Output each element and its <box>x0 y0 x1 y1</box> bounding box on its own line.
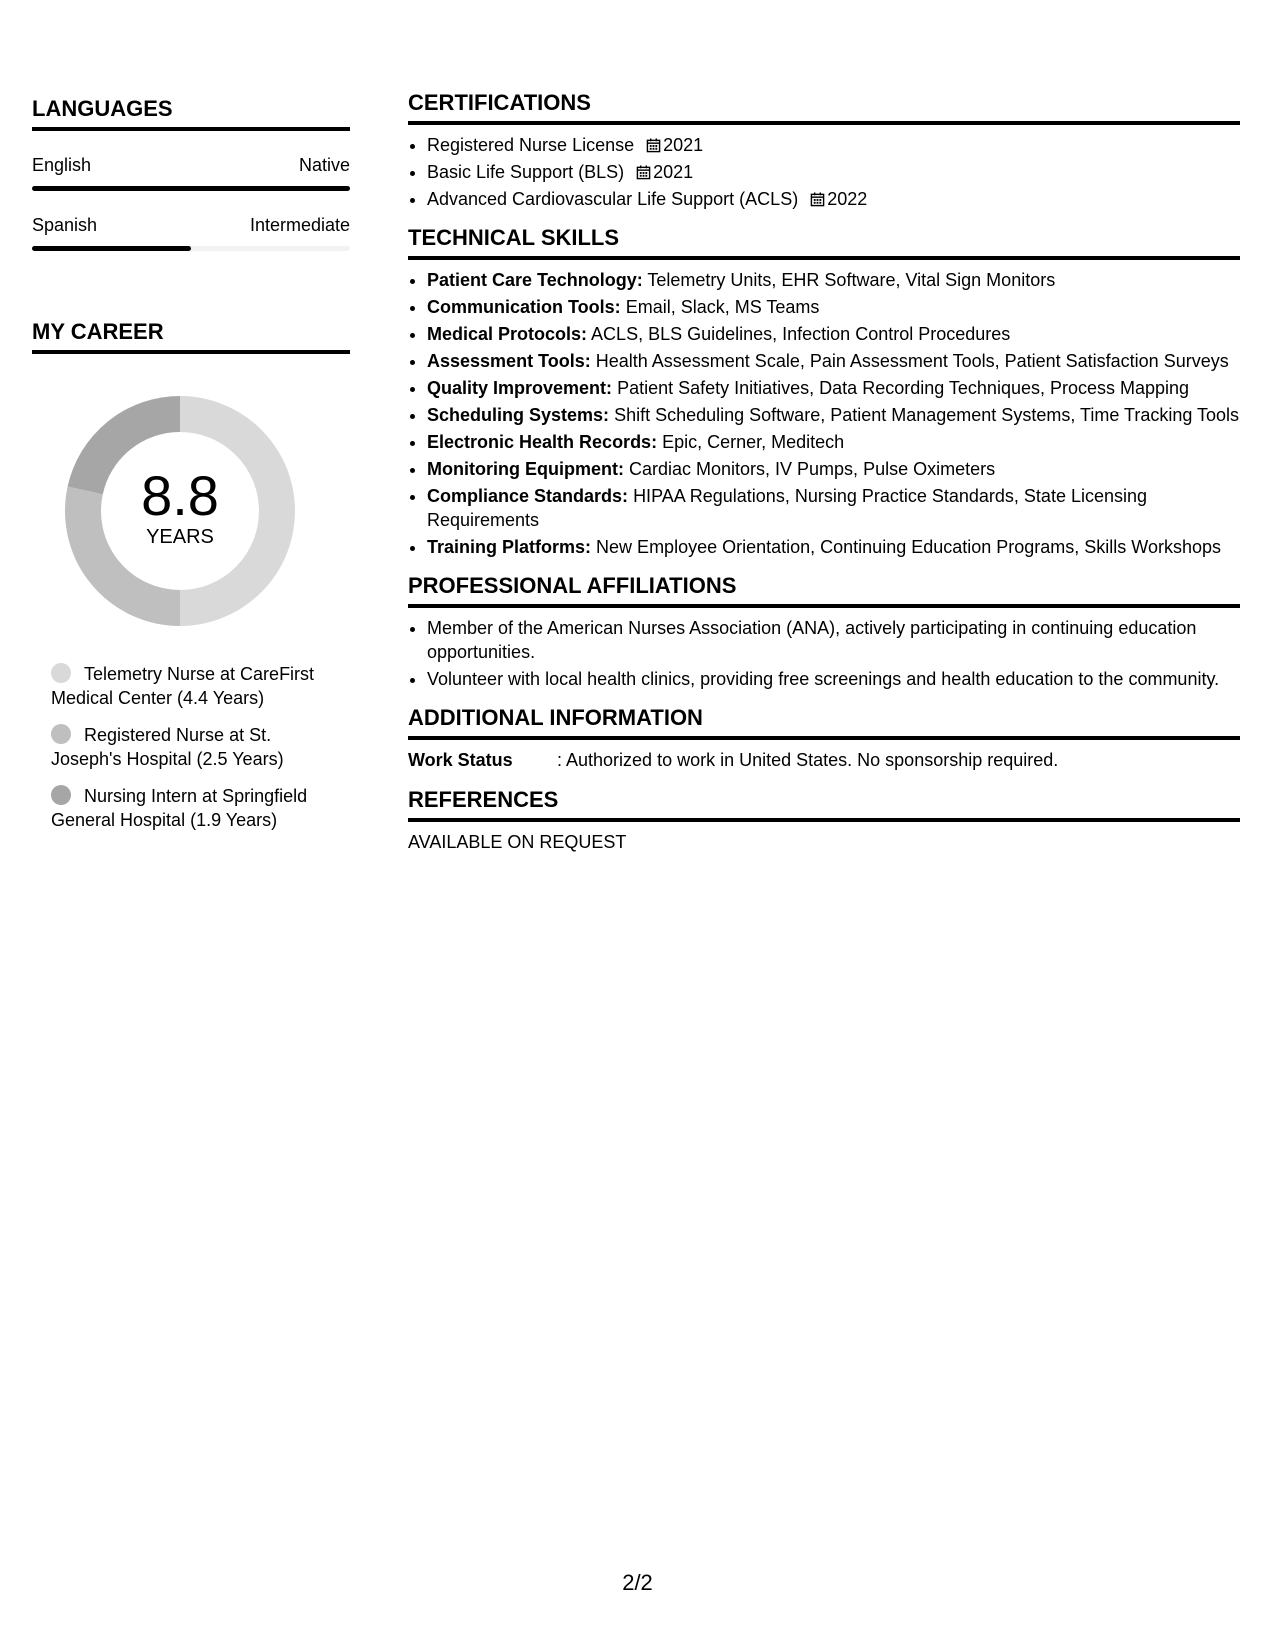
legend-dot <box>51 663 71 683</box>
calendar-icon <box>810 192 825 207</box>
skill-label: Scheduling Systems: <box>427 405 610 425</box>
legend-label: Nursing Intern at Springfield General Hospital (1.9 Years) <box>51 786 308 830</box>
certification-year: 2021 <box>653 162 694 182</box>
legend-dot <box>51 785 71 805</box>
skill-text: Telemetry Units, EHR Software, Vital Sign Monitors <box>647 270 1056 290</box>
legend-label: Telemetry Nurse at CareFirst Medical Center (4.4 Years) <box>51 664 315 708</box>
certification-name: Advanced Cardiovascular Life Support (ACLS) <box>427 189 799 209</box>
skill-item <box>427 535 1240 559</box>
work-status-label: Work Status <box>408 750 513 770</box>
skill-item <box>427 484 1240 532</box>
work-status-value: : Authorized to work in United States. No sponsorship required. <box>557 750 1059 770</box>
language-bar <box>32 186 350 191</box>
legend-item <box>51 723 341 771</box>
language-bar <box>32 246 350 251</box>
language-bar-fill <box>32 186 350 191</box>
skill-item <box>427 268 1240 292</box>
certification-item <box>427 133 1240 157</box>
references-title: REFERENCES <box>408 787 1240 822</box>
languages-title: LANGUAGES <box>32 96 350 131</box>
skill-item <box>427 295 1240 319</box>
references-text: AVAILABLE ON REQUEST <box>408 832 627 852</box>
work-status-row <box>408 750 1240 771</box>
skill-item <box>427 349 1240 373</box>
skill-text: HIPAA Regulations, Nursing Practice Standards, State Licensing Requirements <box>427 486 1148 530</box>
skill-text: Shift Scheduling Software, Patient Management Systems, Time Tracking Tools <box>614 405 1240 425</box>
affiliations-title: PROFESSIONAL AFFILIATIONS <box>408 573 1240 608</box>
skill-item <box>427 403 1240 427</box>
legend-label: Registered Nurse at St. Joseph's Hospital (2.5 Years) <box>51 725 284 769</box>
skill-text: New Employee Orientation, Continuing Education Programs, Skills Workshops <box>596 537 1222 557</box>
career-title: MY CAREER <box>32 319 350 354</box>
skill-text: ACLS, BLS Guidelines, Infection Control Procedures <box>591 324 1011 344</box>
affiliation-item: • Volunteer with local health clinics, providing free screenings and health education to the community. <box>427 667 1240 691</box>
skill-item <box>427 430 1240 454</box>
career-section <box>32 319 350 832</box>
certification-item <box>427 160 1240 184</box>
page-number: 2/2 <box>622 1570 653 1595</box>
skills-list <box>408 268 1240 559</box>
skill-label: Assessment Tools: <box>427 351 591 371</box>
skill-text: Email, Slack, MS Teams <box>625 297 820 317</box>
skill-item <box>427 457 1240 481</box>
skill-text: Cardiac Monitors, IV Pumps, Pulse Oximeters <box>628 459 996 479</box>
affiliations-section <box>408 573 1240 691</box>
certification-item <box>427 187 1240 211</box>
language-name: English <box>32 155 92 175</box>
language-level: Intermediate <box>249 215 350 235</box>
certifications-title: CERTIFICATIONS <box>408 90 1240 125</box>
references-section <box>408 787 1240 853</box>
technical-skills-title: TECHNICAL SKILLS <box>408 225 1240 260</box>
certification-name: Registered Nurse License <box>427 135 635 155</box>
skill-label: Quality Improvement: <box>427 378 613 398</box>
certifications-list <box>408 133 1240 211</box>
language-bar-fill <box>32 246 191 251</box>
affiliation-item: • Member of the American Nurses Association (ANA), actively participating in continuing education opportunities. <box>427 616 1240 664</box>
skill-label: Training Platforms: <box>427 537 592 557</box>
skill-item <box>427 322 1240 346</box>
additional-info-section <box>408 705 1240 771</box>
certification-year: 2021 <box>663 135 704 155</box>
skill-label: Monitoring Equipment: <box>427 459 624 479</box>
skill-label: Communication Tools: <box>427 297 621 317</box>
skill-text: Health Assessment Scale, Pain Assessment Tools, Patient Satisfaction Surveys <box>595 351 1229 371</box>
skill-label: Medical Protocols: <box>427 324 588 344</box>
legend-item <box>51 662 341 710</box>
skill-item <box>427 376 1240 400</box>
career-donut <box>65 396 295 626</box>
certification-name: Basic Life Support (BLS) <box>427 162 625 182</box>
skill-text: Patient Safety Initiatives, Data Recording Techniques, Process Mapping <box>617 378 1190 398</box>
additional-info-title: ADDITIONAL INFORMATION <box>408 705 1240 740</box>
affiliations-list <box>408 616 1240 691</box>
calendar-icon <box>636 165 651 180</box>
language-name: Spanish <box>32 215 98 235</box>
languages-section <box>32 96 350 251</box>
career-total: 8.8 <box>141 463 219 527</box>
main-content <box>408 90 1240 859</box>
skill-label: Compliance Standards: <box>427 486 629 506</box>
skill-label: Electronic Health Records: <box>427 432 658 452</box>
language-level: Native <box>298 155 350 175</box>
career-legend <box>51 662 341 832</box>
sidebar <box>32 96 350 845</box>
skill-label: Patient Care Technology: <box>427 270 643 290</box>
career-unit: YEARS <box>146 525 214 548</box>
calendar-icon <box>646 138 661 153</box>
certification-year: 2022 <box>827 189 868 209</box>
language-item <box>32 215 350 251</box>
certifications-section <box>408 90 1240 211</box>
legend-item <box>51 784 341 832</box>
technical-skills-section <box>408 225 1240 559</box>
skill-text: Epic, Cerner, Meditech <box>662 432 845 452</box>
language-item <box>32 155 350 191</box>
legend-dot <box>51 724 71 744</box>
